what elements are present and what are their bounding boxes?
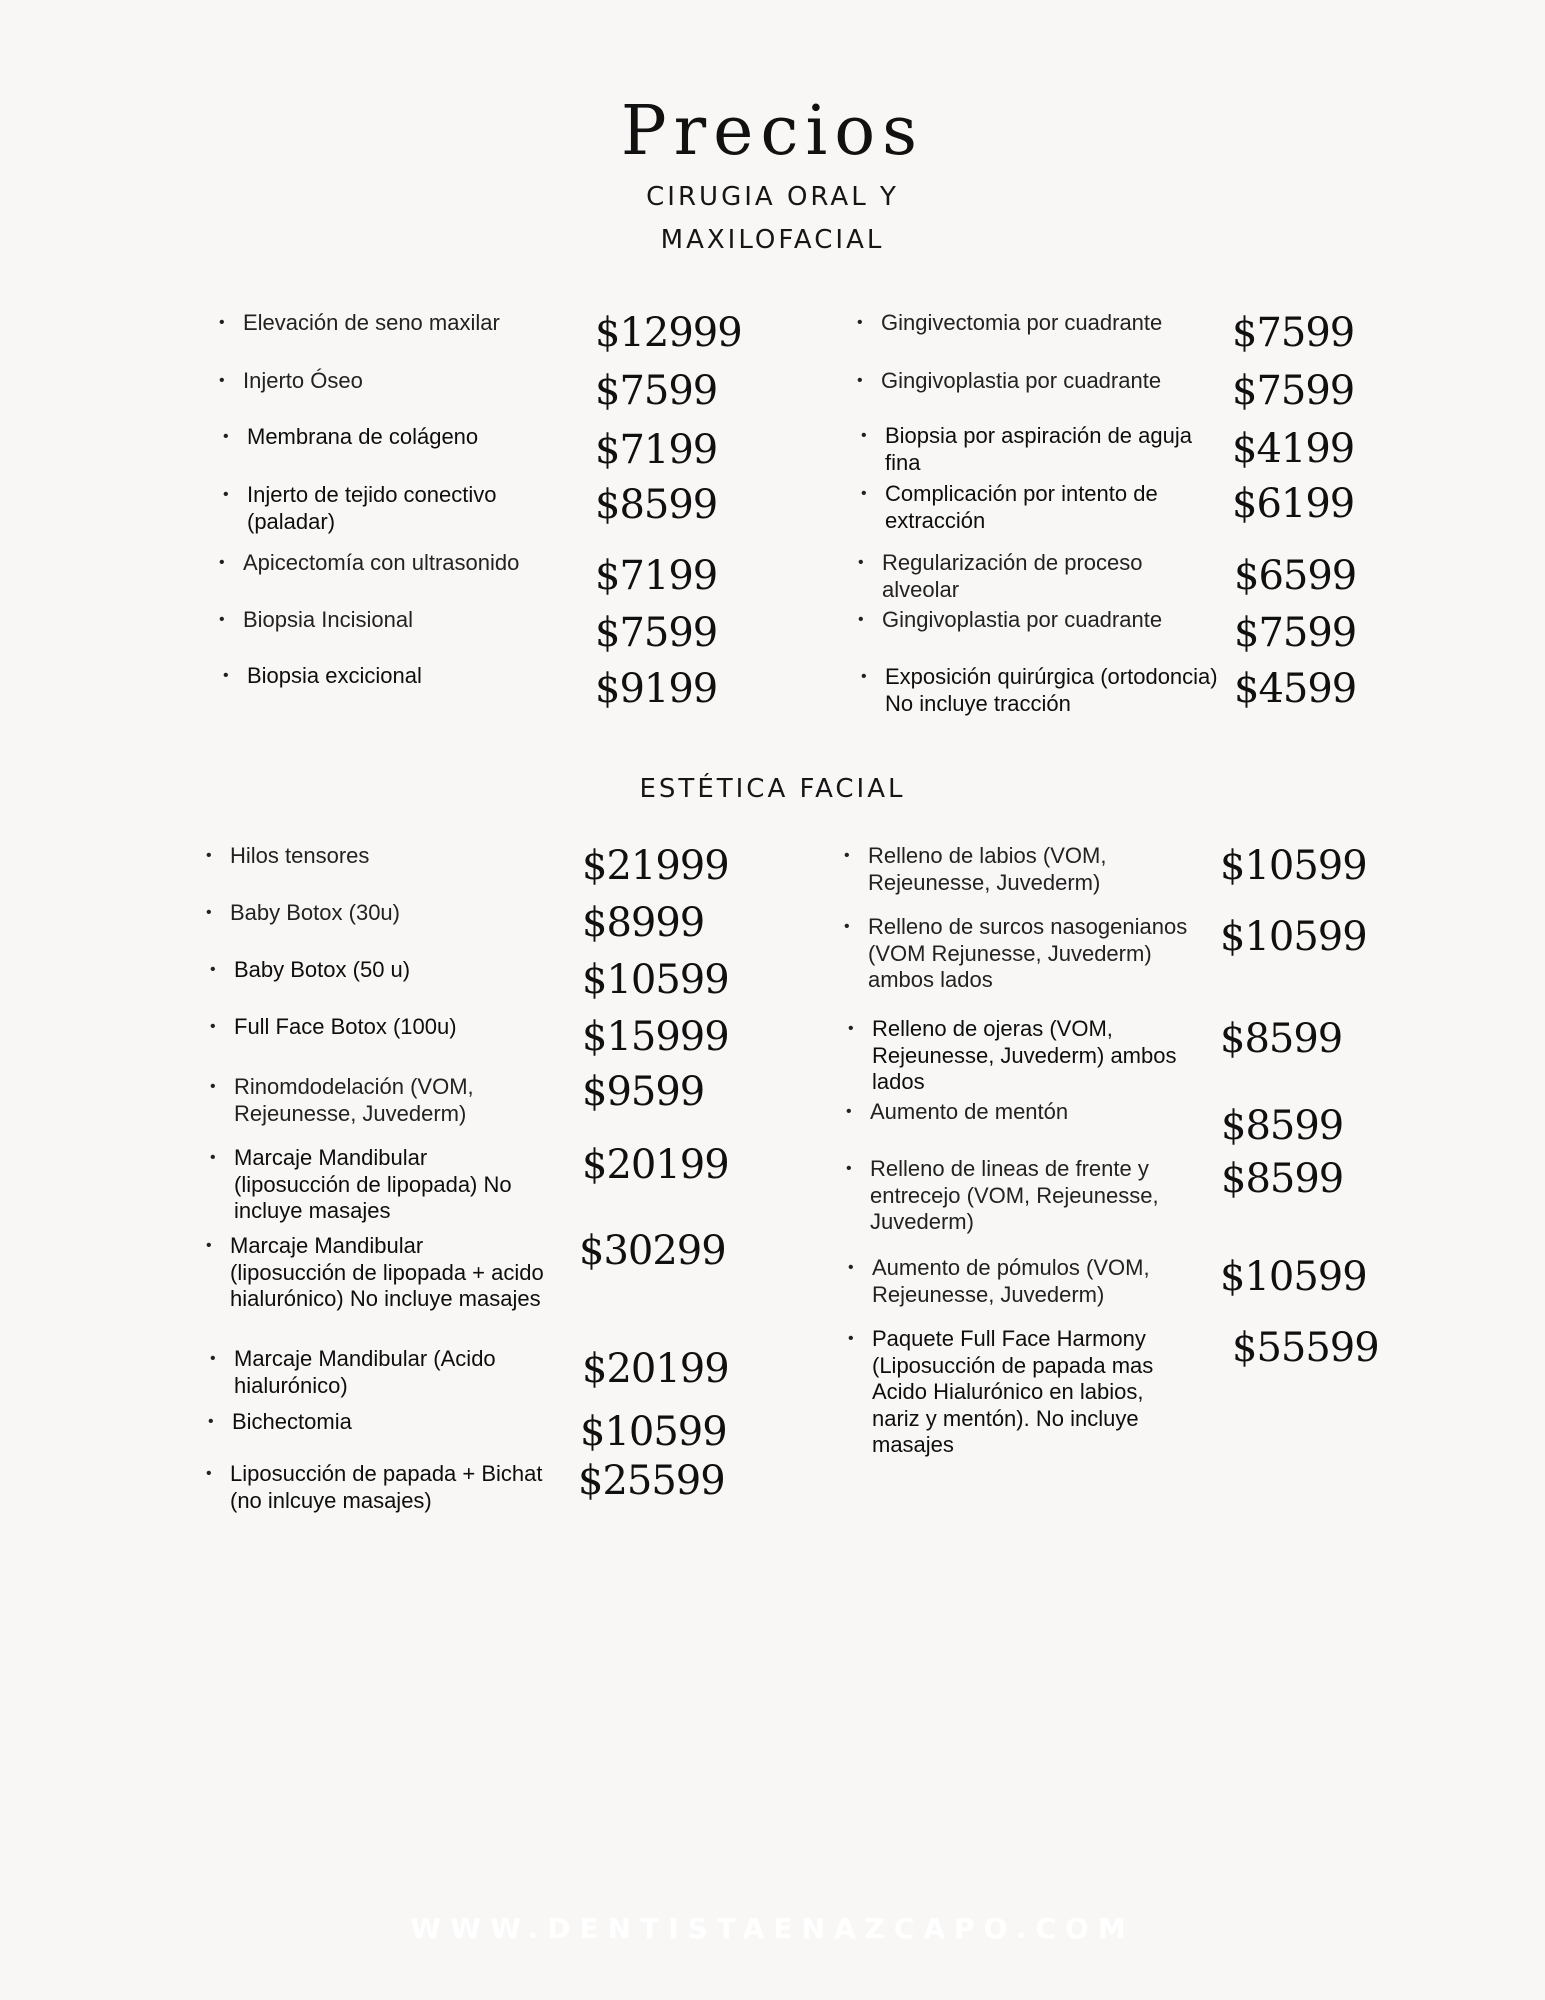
item-price: $8599: [1221, 1156, 1344, 1202]
item-name: • Baby Botox (50 u): [234, 957, 554, 984]
item-price: $8999: [582, 900, 705, 946]
item-name: • Elevación de seno maxilar: [243, 310, 573, 337]
item-price: $10599: [1220, 1254, 1367, 1300]
item-name: • Marcaje Mandibular (Acido hialurónico): [234, 1346, 524, 1399]
item-price: $6599: [1234, 553, 1357, 599]
item-name: • Relleno de lineas de frente y entrecejo (VOM, Rejeunesse, Juvederm): [870, 1156, 1200, 1236]
item-name: • Biopsia excicional: [247, 663, 567, 690]
item-name: • Membrana de colágeno: [247, 424, 567, 451]
item-name: • Apicectomía con ultrasonido: [243, 550, 573, 577]
item-price: $55599: [1232, 1325, 1379, 1371]
item-name: • Relleno de ojeras (VOM, Rejeunesse, Juvederm) ambos lados: [872, 1016, 1212, 1096]
item-price: $7599: [1234, 610, 1357, 656]
section-heading-cirugia-line1: CIRUGIA ORAL Y: [646, 182, 899, 212]
footer-website: WWW.DENTISTAENAZCAPO.COM: [410, 1912, 1135, 1945]
item-name: • Rinomdodelación (VOM, Rejeunesse, Juvederm): [234, 1074, 524, 1127]
item-name: • Aumento de mentón: [870, 1099, 1190, 1126]
item-price: $9199: [595, 666, 718, 712]
item-price: $15999: [582, 1014, 729, 1060]
item-name: • Aumento de pómulos (VOM, Rejeunesse, Juvederm): [872, 1255, 1202, 1308]
section-heading-cirugia-line2: MAXILOFACIAL: [660, 225, 885, 255]
item-price: $7199: [595, 427, 718, 473]
item-price: $7599: [595, 610, 718, 656]
item-price: $4599: [1234, 666, 1357, 712]
item-name: • Bichectomia: [232, 1409, 532, 1436]
item-price: $20199: [582, 1142, 729, 1188]
item-price: $7599: [1232, 310, 1355, 356]
item-name: • Relleno de labios (VOM, Rejeunesse, Juvederm): [868, 843, 1148, 896]
item-name: • Gingivoplastia por cuadrante: [881, 368, 1221, 395]
item-price: $7199: [595, 553, 718, 599]
item-price: $4199: [1232, 426, 1355, 472]
item-name: • Complicación por intento de extracción: [885, 481, 1215, 534]
item-price: $12999: [595, 310, 742, 356]
item-price: $30299: [579, 1228, 726, 1274]
item-name: • Full Face Botox (100u): [234, 1014, 554, 1041]
item-price: $21999: [582, 843, 729, 889]
item-name: • Paquete Full Face Harmony (Liposucción de papada mas Acido Hialurónico en labios, nariz y mentón). No incluye masajes: [872, 1326, 1187, 1459]
item-price: $8599: [1221, 1103, 1344, 1149]
item-name: • Biopsia Incisional: [243, 607, 573, 634]
item-name: • Liposucción de papada + Bichat (no inlcuye masajes): [230, 1461, 550, 1514]
item-name: • Relleno de surcos nasogenianos (VOM Rejunesse, Juvederm) ambos lados: [868, 914, 1208, 994]
item-name: • Biopsia por aspiración de aguja fina: [885, 423, 1225, 476]
item-price: $20199: [582, 1346, 729, 1392]
item-price: $8599: [1220, 1016, 1343, 1062]
item-name: • Injerto de tejido conectivo (paladar): [247, 482, 547, 535]
item-name: • Marcaje Mandibular (liposucción de lipopada + acido hialurónico) No incluye masajes: [230, 1233, 545, 1313]
item-price: $9599: [582, 1069, 705, 1115]
item-price: $10599: [580, 1409, 727, 1455]
item-name: • Exposición quirúrgica (ortodoncia) No incluye tracción: [885, 664, 1235, 717]
item-price: $10599: [1220, 843, 1367, 889]
page-title: Precios: [620, 92, 925, 171]
section-heading-estetica: ESTÉTICA FACIAL: [639, 774, 906, 804]
item-price: $10599: [582, 957, 729, 1003]
item-price: $7599: [1232, 368, 1355, 414]
item-name: • Gingivoplastia por cuadrante: [882, 607, 1222, 634]
item-name: • Hilos tensores: [230, 843, 550, 870]
item-name: • Regularización de proceso alveolar: [882, 550, 1182, 603]
item-name-price: $6199: [1232, 481, 1355, 527]
item-price: $7599: [595, 368, 718, 414]
item-price: $25599: [578, 1458, 725, 1504]
item-name: • Injerto Óseo: [243, 368, 573, 395]
item-name: • Baby Botox (30u): [230, 900, 550, 927]
item-name: • Gingivectomia por cuadrante: [881, 310, 1221, 337]
item-name: • Marcaje Mandibular (liposucción de lipopada) No incluye masajes: [234, 1145, 544, 1225]
item-price: $8599: [595, 482, 718, 528]
item-price: $10599: [1220, 914, 1367, 960]
